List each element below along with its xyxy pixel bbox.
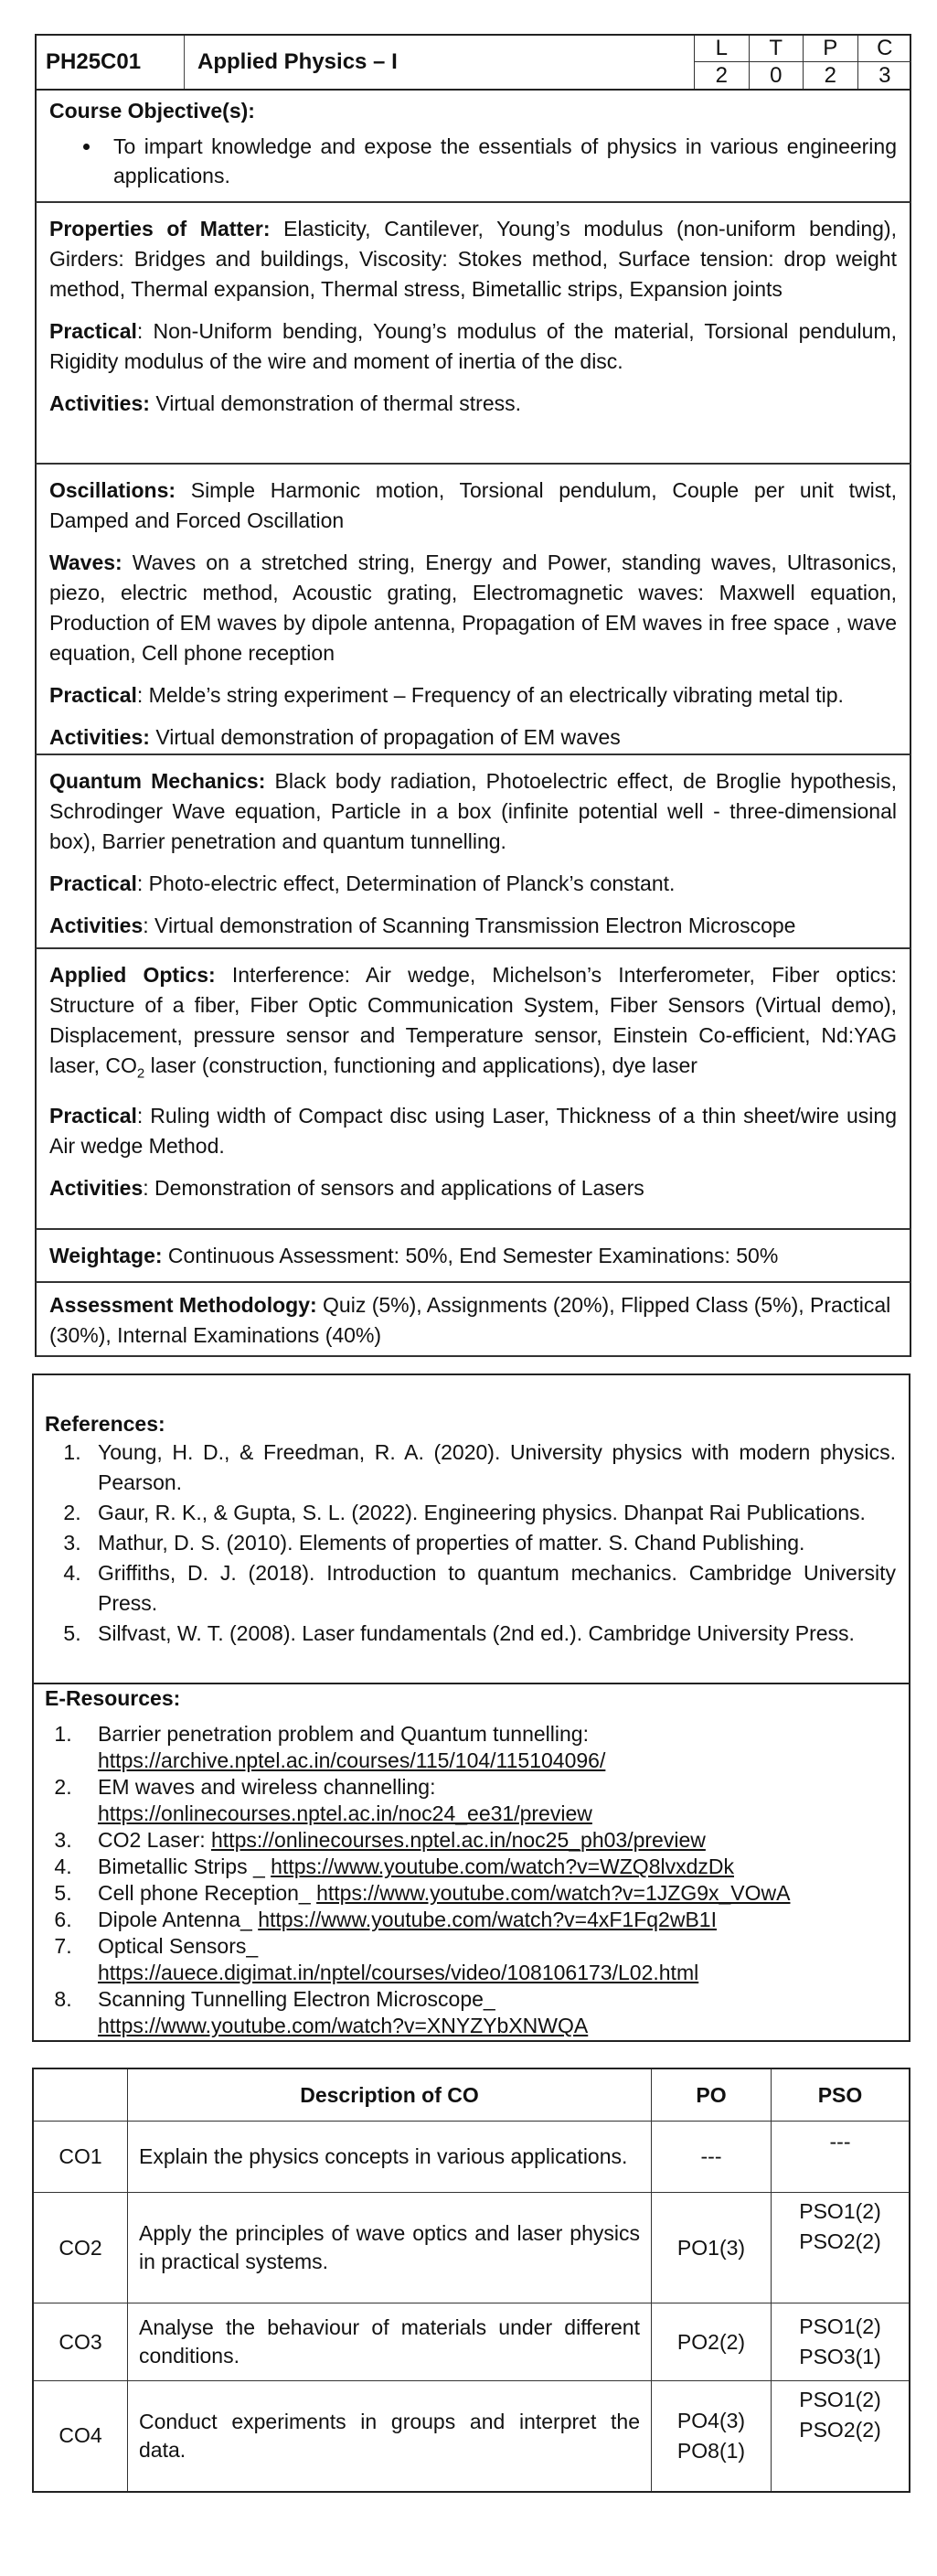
co-pso [772,2303,910,2381]
practical-label: Practical [49,683,137,707]
e-resource-link[interactable]: https://www.youtube.com/watch?v=XNYZYbXNWQA [98,2014,589,2037]
references-heading: References: [45,1412,165,1436]
unit-topics [49,476,897,536]
reference-item: 3. Mathur, D. S. (2010). Elements of properties of matter. S. Chand Publishing. [87,1528,896,1558]
e-resources-section [34,1683,909,2039]
unit-activities [49,389,897,419]
e-resource-item [78,1933,896,1986]
e-resource-item [78,1986,896,2039]
co-description: Analyse the behaviour of materials under different conditions. [128,2303,652,2381]
e-resource-link[interactable]: https://auece.digimat.in/nptel/courses/video/108106173/L02.html [98,1961,699,1984]
topic-label: Quantum Mechanics: [49,769,266,793]
co-pso [772,2122,910,2193]
co-po [652,2122,772,2193]
topic-label: Waves: [49,550,122,574]
e-resource-label: Optical Sensors_ [98,1934,259,1958]
e-resource-item [78,1774,896,1827]
po-value: PO4(3) [676,2408,746,2432]
po-value: --- [700,2144,722,2168]
unit-topics [49,960,897,1089]
ltpc-label-l: L [694,36,749,62]
co-po [652,2303,772,2381]
assessment-label: Assessment Methodology: [49,1293,317,1317]
e-resources-heading: E-Resources: [45,1686,181,1710]
activities-label: Activities [49,1175,144,1200]
ltpc-value-l: 2 [694,62,749,89]
co-description: Apply the principles of wave optics and laser physics in practical systems. [128,2193,652,2303]
course-code: PH25C01 [37,36,185,89]
assessment-section [35,1283,911,1357]
assessment-line [49,1290,897,1351]
references-box [32,1374,910,2042]
topic-label: Properties of Matter: [49,217,271,240]
weightage-text: Continuous Assessment: 50%, End Semester Examinations: 50% [162,1244,779,1267]
table-row [33,2122,910,2193]
pso-value: PSO1(2) [799,2314,881,2338]
table-header-row [33,2068,910,2122]
co-po [652,2193,772,2303]
pso-value: PSO1(2) [799,2388,881,2411]
unit-topics-waves [49,548,897,668]
e-resources-list [45,1721,896,2039]
unit-activities [49,911,897,941]
activities-text: Virtual demonstration of propagation of EM waves [149,725,621,749]
co-po [652,2381,772,2492]
topic-text: Simple Harmonic motion, Torsional pendulum, Couple per unit twist, Damped and Forced Oscillation [49,478,897,532]
topic-label: Oscillations: [49,478,176,502]
references-section [34,1375,909,1649]
pso-value: PSO3(1) [799,2345,881,2368]
unit-applied-optics [35,949,911,1230]
topic-text: Black body radiation, Photoelectric effect, de Broglie hypothesis, Schrodinger Wave equation, Particle in a box (infinite potential well - three-dimensional box), Barrier penetration and quantum tunnelling. [49,769,897,853]
unit-practical [49,1101,897,1161]
ltpc-label-c: C [857,36,912,62]
table-row [33,2381,910,2492]
ltpc-grid [694,36,911,89]
references-list [45,1438,896,1649]
topic-text: Waves on a stretched string, Energy and Power, standing waves, Ultrasonics, piezo, electric method, Acoustic grating, Electromagnetic waves: Maxwell equation, Production of EM waves by dipole antenna, Propagation of EM waves in free space , wave equation, Cell phone reception [49,550,897,665]
practical-label: Practical [49,1103,137,1128]
ltpc-label-t: T [749,36,804,62]
unit-topics [49,214,897,305]
ltpc-value-t: 0 [749,62,804,89]
po-value: PO2(2) [676,2329,746,2354]
ltpc-value-c: 3 [857,62,912,89]
e-resource-link[interactable]: https://www.youtube.com/watch?v=1JZG9x_VOwA [316,1881,791,1905]
subscript: 2 [136,1065,145,1082]
col-header-id [33,2068,128,2122]
e-resource-label: EM waves and wireless channelling: [98,1775,436,1799]
e-resource-link[interactable]: https://archive.nptel.ac.in/courses/115/104/115104096/ [98,1748,606,1772]
co-description: Conduct experiments in groups and interpret the data. [128,2381,652,2492]
ltpc-label-p: P [803,36,857,62]
weightage-line [49,1241,897,1271]
co-id: CO2 [33,2193,128,2303]
topic-text: Interference: Air wedge, Michelson’s Interferometer, Fiber optics: Structure of a fiber, Fiber Optic Communication System, Fiber Sensors (Virtual demo), Displacement, pressure sensor and Temperature sensor, Einstein Co-efficient, Nd:YAG laser, CO [49,963,897,1077]
co-id: CO3 [33,2303,128,2381]
pso-value: PSO2(2) [799,2418,881,2442]
e-resource-item [78,1907,896,1933]
weightage-section [35,1230,911,1283]
activities-text: Virtual demonstration of thermal stress. [149,391,522,415]
unit-activities [49,1173,897,1203]
unit-oscillations-waves [35,465,911,755]
weightage-label: Weightage: [49,1244,163,1267]
activities-label: Activities: [49,725,150,749]
e-resource-item [78,1721,896,1774]
reference-item: 4. Griffiths, D. J. (2018). Introduction to quantum mechanics. Cambridge University Press. [87,1558,896,1619]
unit-topics [49,766,897,857]
e-resource-link[interactable]: https://www.youtube.com/watch?v=WZQ8lvxdzDk [271,1855,734,1878]
pso-value: --- [829,2130,851,2154]
topic-text: Elasticity, Cantilever, Young’s modulus (non-uniform bending), Girders: Bridges and buildings, Viscosity: Stokes method, Surface tension: drop weight method, Thermal expansion, Thermal stress, Bimetallic strips, Expansion joints [49,217,897,301]
unit-properties-of-matter [35,203,911,465]
practical-text: : Ruling width of Compact disc using Laser, Thickness of a thin sheet/wire using Air wedge Method. [49,1103,897,1158]
unit-practical [49,680,897,711]
e-resource-label: Dipole Antenna_ [98,1908,259,1931]
objective-item: • To impart knowledge and expose the essentials of physics in various engineering applications. [102,132,897,190]
pso-value: PSO2(2) [799,2229,881,2253]
e-resource-link[interactable]: https://www.youtube.com/watch?v=4xF1Fq2wB1I [258,1908,717,1931]
unit-practical [49,316,897,377]
table-row [33,2303,910,2381]
assessment-text: Quiz (5%), Assignments (20%), Flipped Class (5%), Practical (30%), Internal Examinations (40%) [49,1293,891,1347]
ltpc-value-p: 2 [803,62,857,89]
po-value: PO1(3) [676,2235,746,2260]
col-header-description: Description of CO [128,2068,652,2122]
objectives-section [35,89,911,203]
practical-label: Practical [49,871,137,895]
reference-item: 1. Young, H. D., & Freedman, R. A. (2020). University physics with modern physics. Pearson. [87,1438,896,1498]
unit-quantum-mechanics [35,755,911,949]
practical-label: Practical [49,319,137,343]
topic-text-cont: laser (construction, functioning and applications), dye laser [144,1053,697,1077]
e-resource-item [78,1854,896,1880]
e-resource-label: Cell phone Reception_ [98,1881,317,1905]
po-value: PO8(1) [676,2438,746,2463]
activities-label: Activities [49,914,144,937]
e-resource-label: Bimetallic Strips _ [98,1855,272,1878]
e-resource-item [78,1880,896,1907]
e-resource-link[interactable]: https://onlinecourses.nptel.ac.in/noc24_ee31/preview [98,1801,592,1825]
e-resource-link[interactable]: https://onlinecourses.nptel.ac.in/noc25_ph03/preview [211,1828,706,1852]
reference-item: 2. Gaur, R. K., & Gupta, S. L. (2022). Engineering physics. Dhanpat Rai Publications. [87,1498,896,1528]
unit-practical [49,869,897,899]
topic-label: Applied Optics: [49,963,216,987]
co-mapping-table [32,2068,910,2493]
objectives-heading: Course Objective(s): [49,99,255,123]
table-row [33,2193,910,2303]
activities-label: Activities: [49,391,150,415]
course-title: Applied Physics – I [197,49,398,74]
reference-item: 5. Silfvast, W. T. (2008). Laser fundamentals (2nd ed.). Cambridge University Press. [87,1619,896,1649]
course-header [35,34,911,91]
co-id: CO1 [33,2122,128,2193]
co-id: CO4 [33,2381,128,2492]
e-resource-label: CO2 Laser: [98,1828,211,1852]
activities-text: : Virtual demonstration of Scanning Transmission Electron Microscope [143,914,796,937]
e-resource-label: Scanning Tunnelling Electron Microscope_ [98,1987,495,2011]
col-header-pso: PSO [772,2068,910,2122]
co-pso [772,2381,910,2492]
practical-text: : Photo-electric effect, Determination of Planck’s constant. [136,871,676,895]
col-header-po: PO [652,2068,772,2122]
objectives-list [49,132,897,190]
practical-text: : Melde’s string experiment – Frequency of an electrically vibrating metal tip. [136,683,844,707]
unit-activities [49,722,897,753]
pso-value: PSO1(2) [799,2199,881,2223]
e-resource-item [78,1827,896,1854]
e-resource-label: Barrier penetration problem and Quantum tunnelling: [98,1722,589,1746]
co-description: Explain the physics concepts in various applications. [128,2122,652,2193]
activities-text: : Demonstration of sensors and applications of Lasers [143,1175,644,1200]
practical-text: : Non-Uniform bending, Young’s modulus of the material, Torsional pendulum, Rigidity modulus of the wire and moment of inertia of the disc. [49,319,897,373]
co-pso [772,2193,910,2303]
